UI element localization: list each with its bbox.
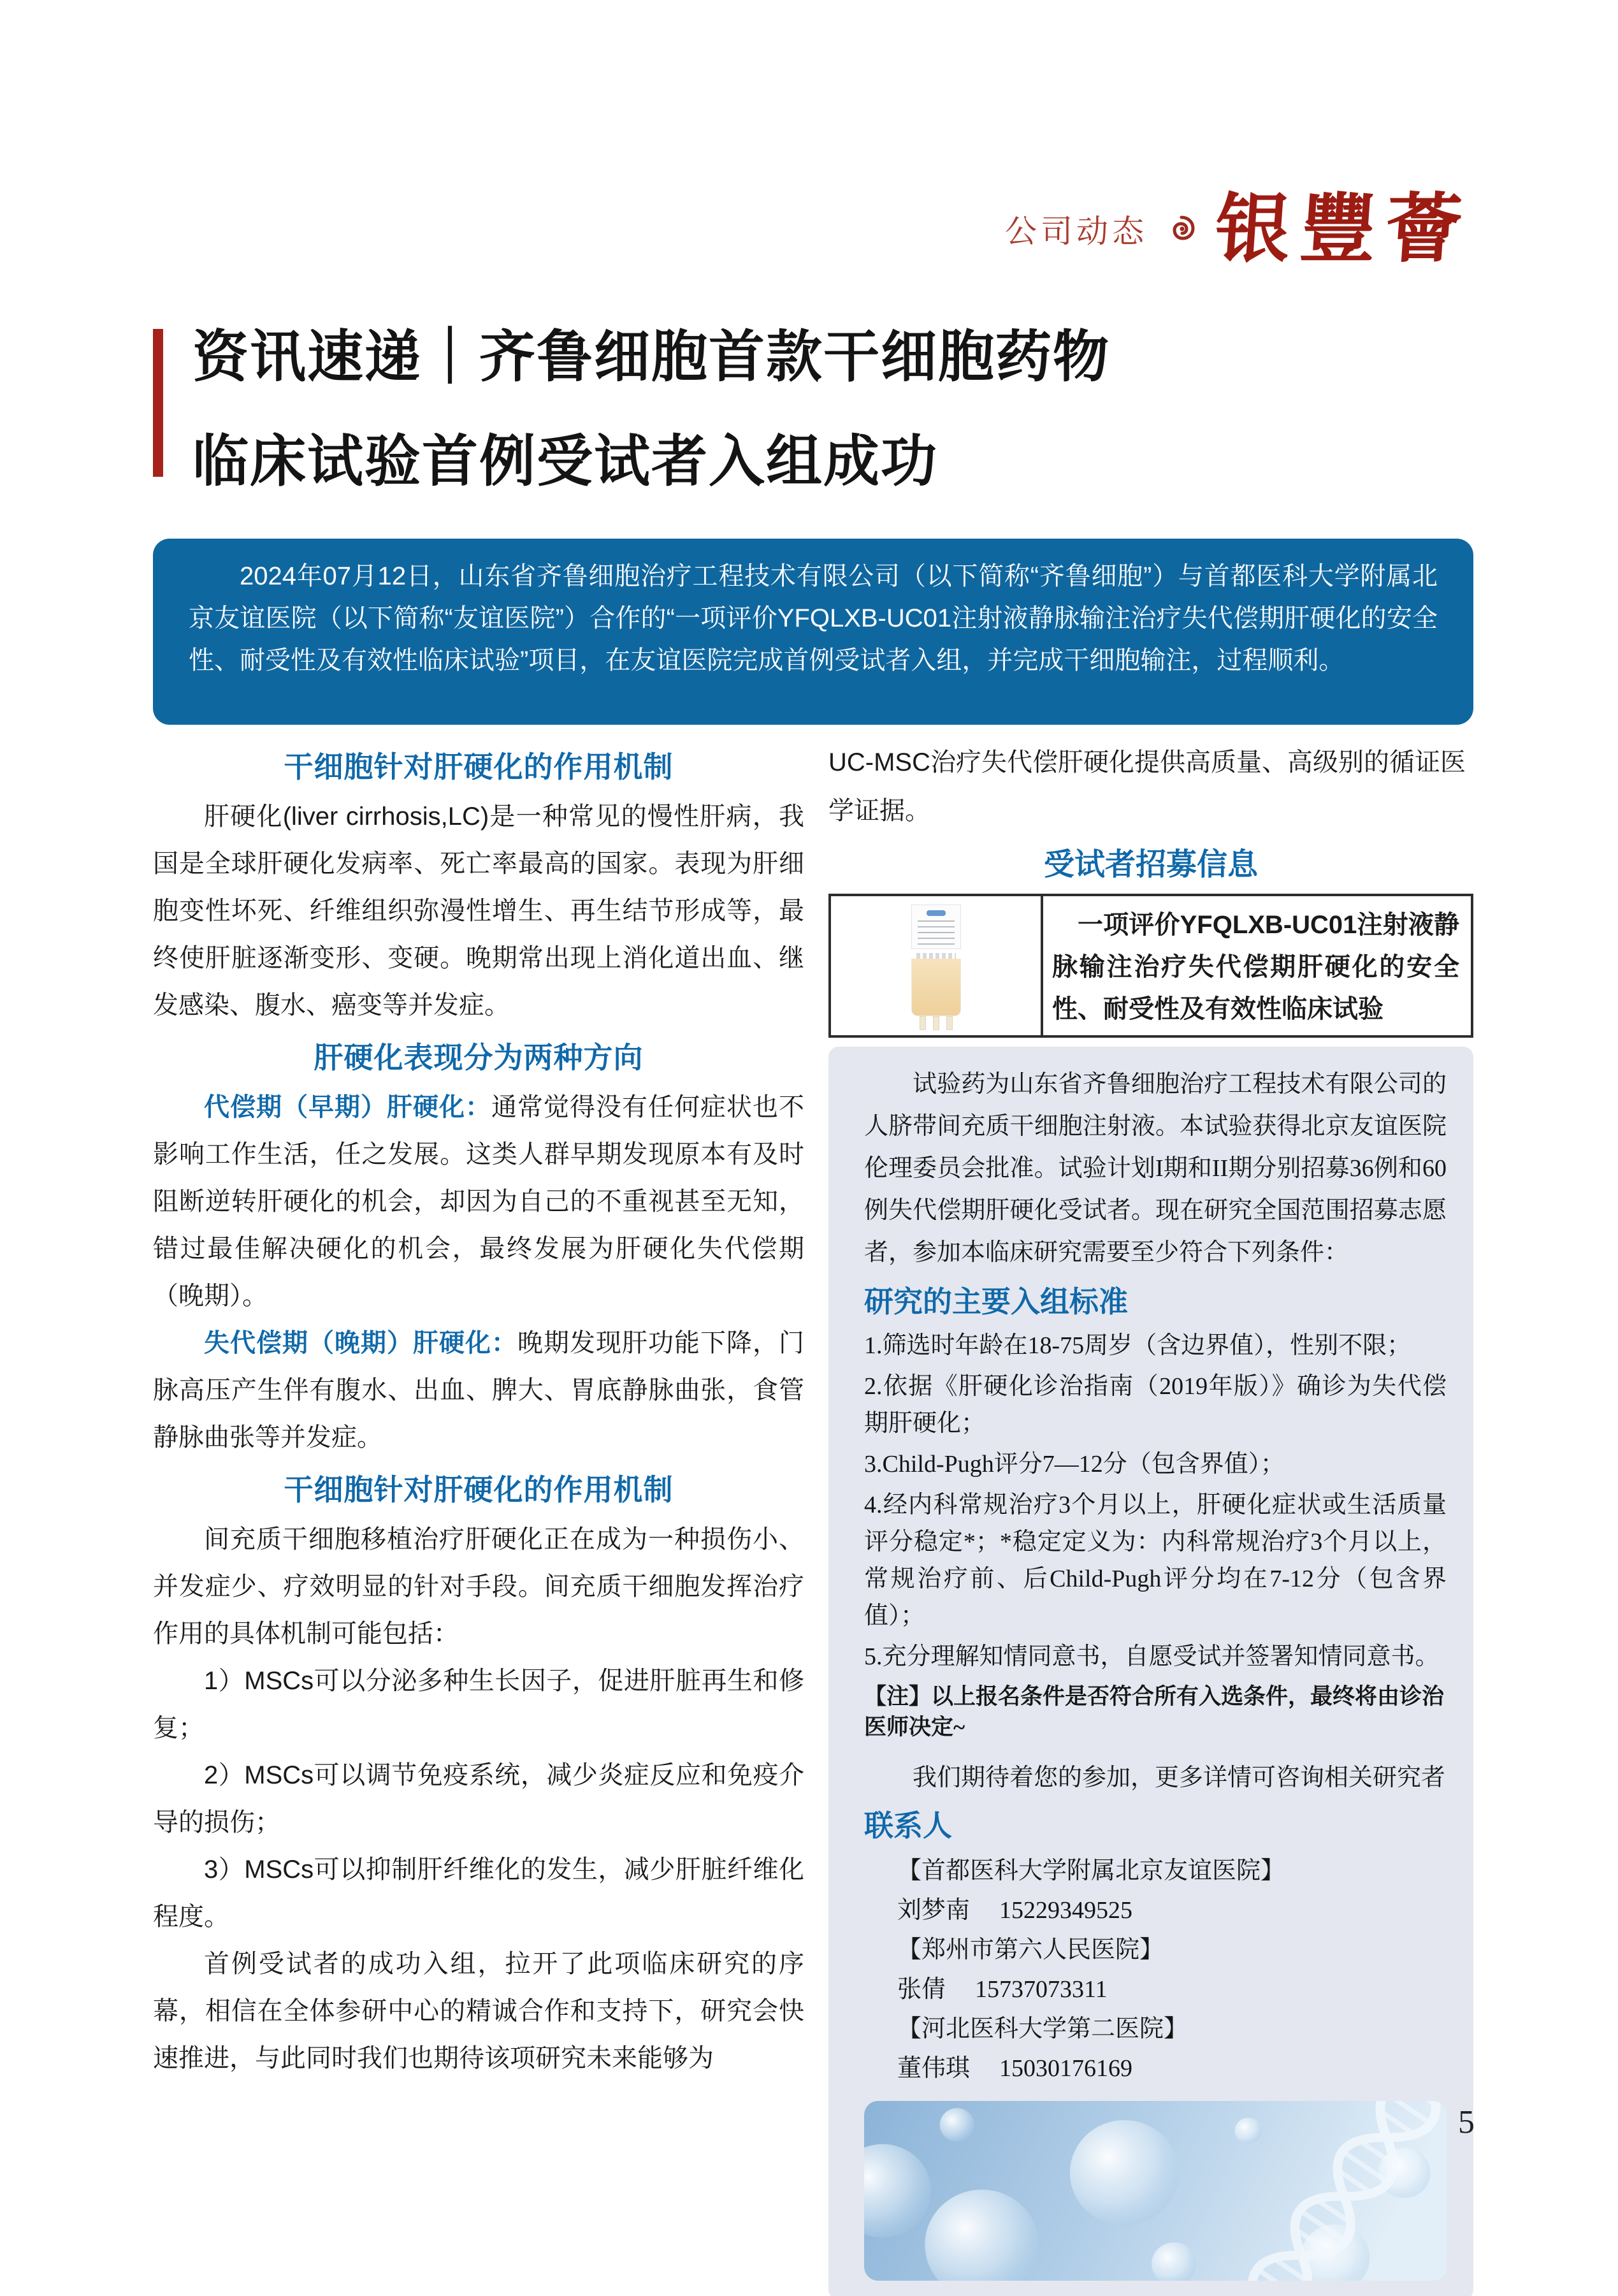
compensated-lead: 代偿期（早期）肝硬化：	[204, 1093, 491, 1121]
intro-text: 2024年07月12日，山东省齐鲁细胞治疗工程技术有限公司（以下简称“齐鲁细胞”）与首都医科大学附属北京友谊医院（以下简称“友谊医院”）合作的“一项评价YFQLXB-UC01注射液静脉输注治疗失代偿期肝硬化的安全性、耐受性及有效性临床试验”项目，在友谊医院完成首例受试者入组，并完成干细胞输注，过程顺利。	[189, 562, 1438, 674]
section-label: 公司动态	[1004, 214, 1148, 249]
criteria-item-3: 3.Child-Pugh评分7—12分（包含界值）；	[864, 1451, 1285, 1478]
left-paragraph-decompensated	[153, 1319, 804, 1461]
criteria-item-2: 2.依据《肝硬化诊治指南（2019年版）》确诊为失代偿期肝硬化；	[864, 1373, 1447, 1437]
masthead	[1004, 184, 1475, 273]
contact-phone: 15737073311	[975, 1976, 1108, 2003]
contact-org: 【河北医科大学第二医院】	[897, 2016, 1188, 2042]
cells-dna-photo	[864, 2101, 1447, 2281]
recruitment-detail-panel	[828, 1047, 1473, 2296]
contact-person-line	[897, 2049, 1447, 2088]
iv-bag-label	[911, 905, 961, 949]
criteria-note: 【注】以上报名条件是否符合所有入选条件，最终将由诊治医师决定~	[864, 1684, 1445, 1740]
left-heading-mechanism: 干细胞针对肝硬化的作用机制	[284, 750, 674, 783]
iv-bag-liquid	[911, 959, 961, 1016]
iv-bag-ports	[911, 1016, 961, 1030]
contact-entry	[897, 1930, 1447, 2009]
left-paragraph-compensated	[153, 1084, 804, 1319]
contact-org: 【首都医科大学附属北京友谊医院】	[897, 1857, 1285, 1884]
brand-logo-calligraphy: 银豐薈	[1212, 184, 1475, 273]
right-paragraph-evidence: UC-MSC治疗失代偿肝硬化提供高质量、高级别的循证医学证据。	[828, 748, 1466, 825]
product-image-cell	[831, 896, 1043, 1035]
contact-name: 刘梦南	[897, 1897, 971, 1924]
page-title-line1: 资讯速递｜齐鲁细胞首款干细胞药物	[192, 325, 1111, 388]
left-paragraph-msc-point1: 1）MSCs可以分泌多种生长因子，促进肝脏再生和修复；	[153, 1667, 804, 1742]
intro-callout	[153, 539, 1473, 725]
decompensated-lead: 失代偿期（晚期）肝硬化：	[204, 1329, 517, 1357]
page-title-line2: 临床试验首例受试者入组成功	[192, 430, 939, 493]
iv-bag-seal-row	[916, 953, 956, 959]
recruitment-heading: 受试者招募信息	[1043, 848, 1258, 882]
article-title-block	[153, 305, 1110, 514]
contact-name: 张倩	[897, 1976, 946, 2003]
right-column	[828, 738, 1473, 2296]
left-column	[153, 738, 804, 2082]
panel-paragraph-trial-drug: 试验药为山东省齐鲁细胞治疗工程技术有限公司的人脐带间充质干细胞注射液。本试验获得北京友谊医院伦理委员会批准。试验计划I期和II期分别招募36例和60例失代偿期肝硬化受试者。现在研究全国范围招募志愿者，参加本临床研究需要至少符合下列条件：	[864, 1071, 1447, 1266]
contact-org: 【郑州市第六人民医院】	[897, 1936, 1164, 1963]
panel-paragraph-invitation: 我们期待着您的参加，更多详情可咨询相关研究者	[913, 1764, 1446, 1791]
contact-heading: 联系人	[864, 1809, 952, 1842]
title-accent-bar	[153, 329, 163, 477]
criteria-item-5: 5.充分理解知情同意书，自愿受试并签署知情同意书。	[864, 1643, 1440, 1670]
left-paragraph-msc-point3: 3）MSCs可以抑制肝纤维化的发生，减少肝脏纤维化程度。	[153, 1856, 804, 1931]
contact-person-line	[897, 1970, 1447, 2009]
compensated-text: 通常觉得没有任何症状也不影响工作生活，任之发展。这类人群早期发现原本有及时阻断逆转肝硬化的机会，却因为自己的不重视甚至无知，错过最佳解决硬化的机会，最终发展为肝硬化失代偿期（晚期）。	[153, 1093, 804, 1310]
page-number: 5	[1458, 2104, 1475, 2140]
left-paragraph-enrollment: 首例受试者的成功入组，拉开了此项临床研究的序幕，相信在全体参研中心的精诚合作和支持下，研究会快速推进，与此同时我们也期待该项研究未来能够为	[153, 1950, 804, 2072]
page-title	[192, 305, 1110, 514]
iv-bag-illustration	[911, 905, 961, 1030]
trial-name: 一项评价YFQLXB-UC01注射液静脉输注治疗失代偿期肝硬化的安全性、耐受性及有效性临床试验	[1052, 911, 1459, 1023]
contact-entry	[897, 2009, 1447, 2088]
contact-phone: 15030176169	[999, 2055, 1133, 2082]
decompensated-text: 晚期发现肝功能下降，门脉高压产生伴有腹水、出血、脾大、胃底静脉曲张，食管静脉曲张等并发症。	[153, 1329, 804, 1451]
criteria-item-4: 4.经内科常规治疗3个月以上，肝硬化症状或生活质量评分稳定*；*稳定定义为：内科常规治疗3个月以上，常规治疗前、后Child-Pugh评分均在7-12分（包含界值）；	[864, 1492, 1447, 1629]
left-heading-two-directions: 肝硬化表现分为两种方向	[314, 1041, 644, 1074]
contact-entry	[897, 1851, 1447, 1930]
contact-name: 董伟琪	[897, 2055, 971, 2082]
left-paragraph-msc-point2: 2）MSCs可以调节免疫系统，减少炎症反应和免疫介导的损伤；	[153, 1761, 804, 1836]
contact-person-line	[897, 1891, 1447, 1930]
recruitment-card	[828, 894, 1473, 1038]
iv-bag-label-text-lines	[918, 920, 955, 946]
left-paragraph-cirrhosis-overview: 肝硬化(liver cirrhosis,LC)是一种常见的慢性肝病，我国是全球肝硬化发病率、死亡率最高的国家。表现为肝细胞变性坏死、纤维组织弥漫性增生、再生结节形成等，最终使肝脏逐渐变形、变硬。晚期常出现上消化道出血、继发感染、腹水、癌变等并发症。	[153, 803, 804, 1019]
contact-phone: 15229349525	[999, 1897, 1133, 1924]
criteria-heading: 研究的主要入组标准	[864, 1285, 1128, 1318]
swirl-icon	[1167, 214, 1196, 243]
criteria-item-1: 1.筛选时年龄在18-75周岁（含边界值），性别不限；	[864, 1332, 1412, 1359]
left-paragraph-msc-intro: 间充质干细胞移植治疗肝硬化正在成为一种损伤小、并发症少、疗效明显的针对手段。间充质干细胞发挥治疗作用的具体机制可能包括：	[153, 1525, 804, 1648]
left-heading-msc-mechanism: 干细胞针对肝硬化的作用机制	[284, 1473, 674, 1506]
iv-bag-logo-mark	[927, 910, 946, 916]
